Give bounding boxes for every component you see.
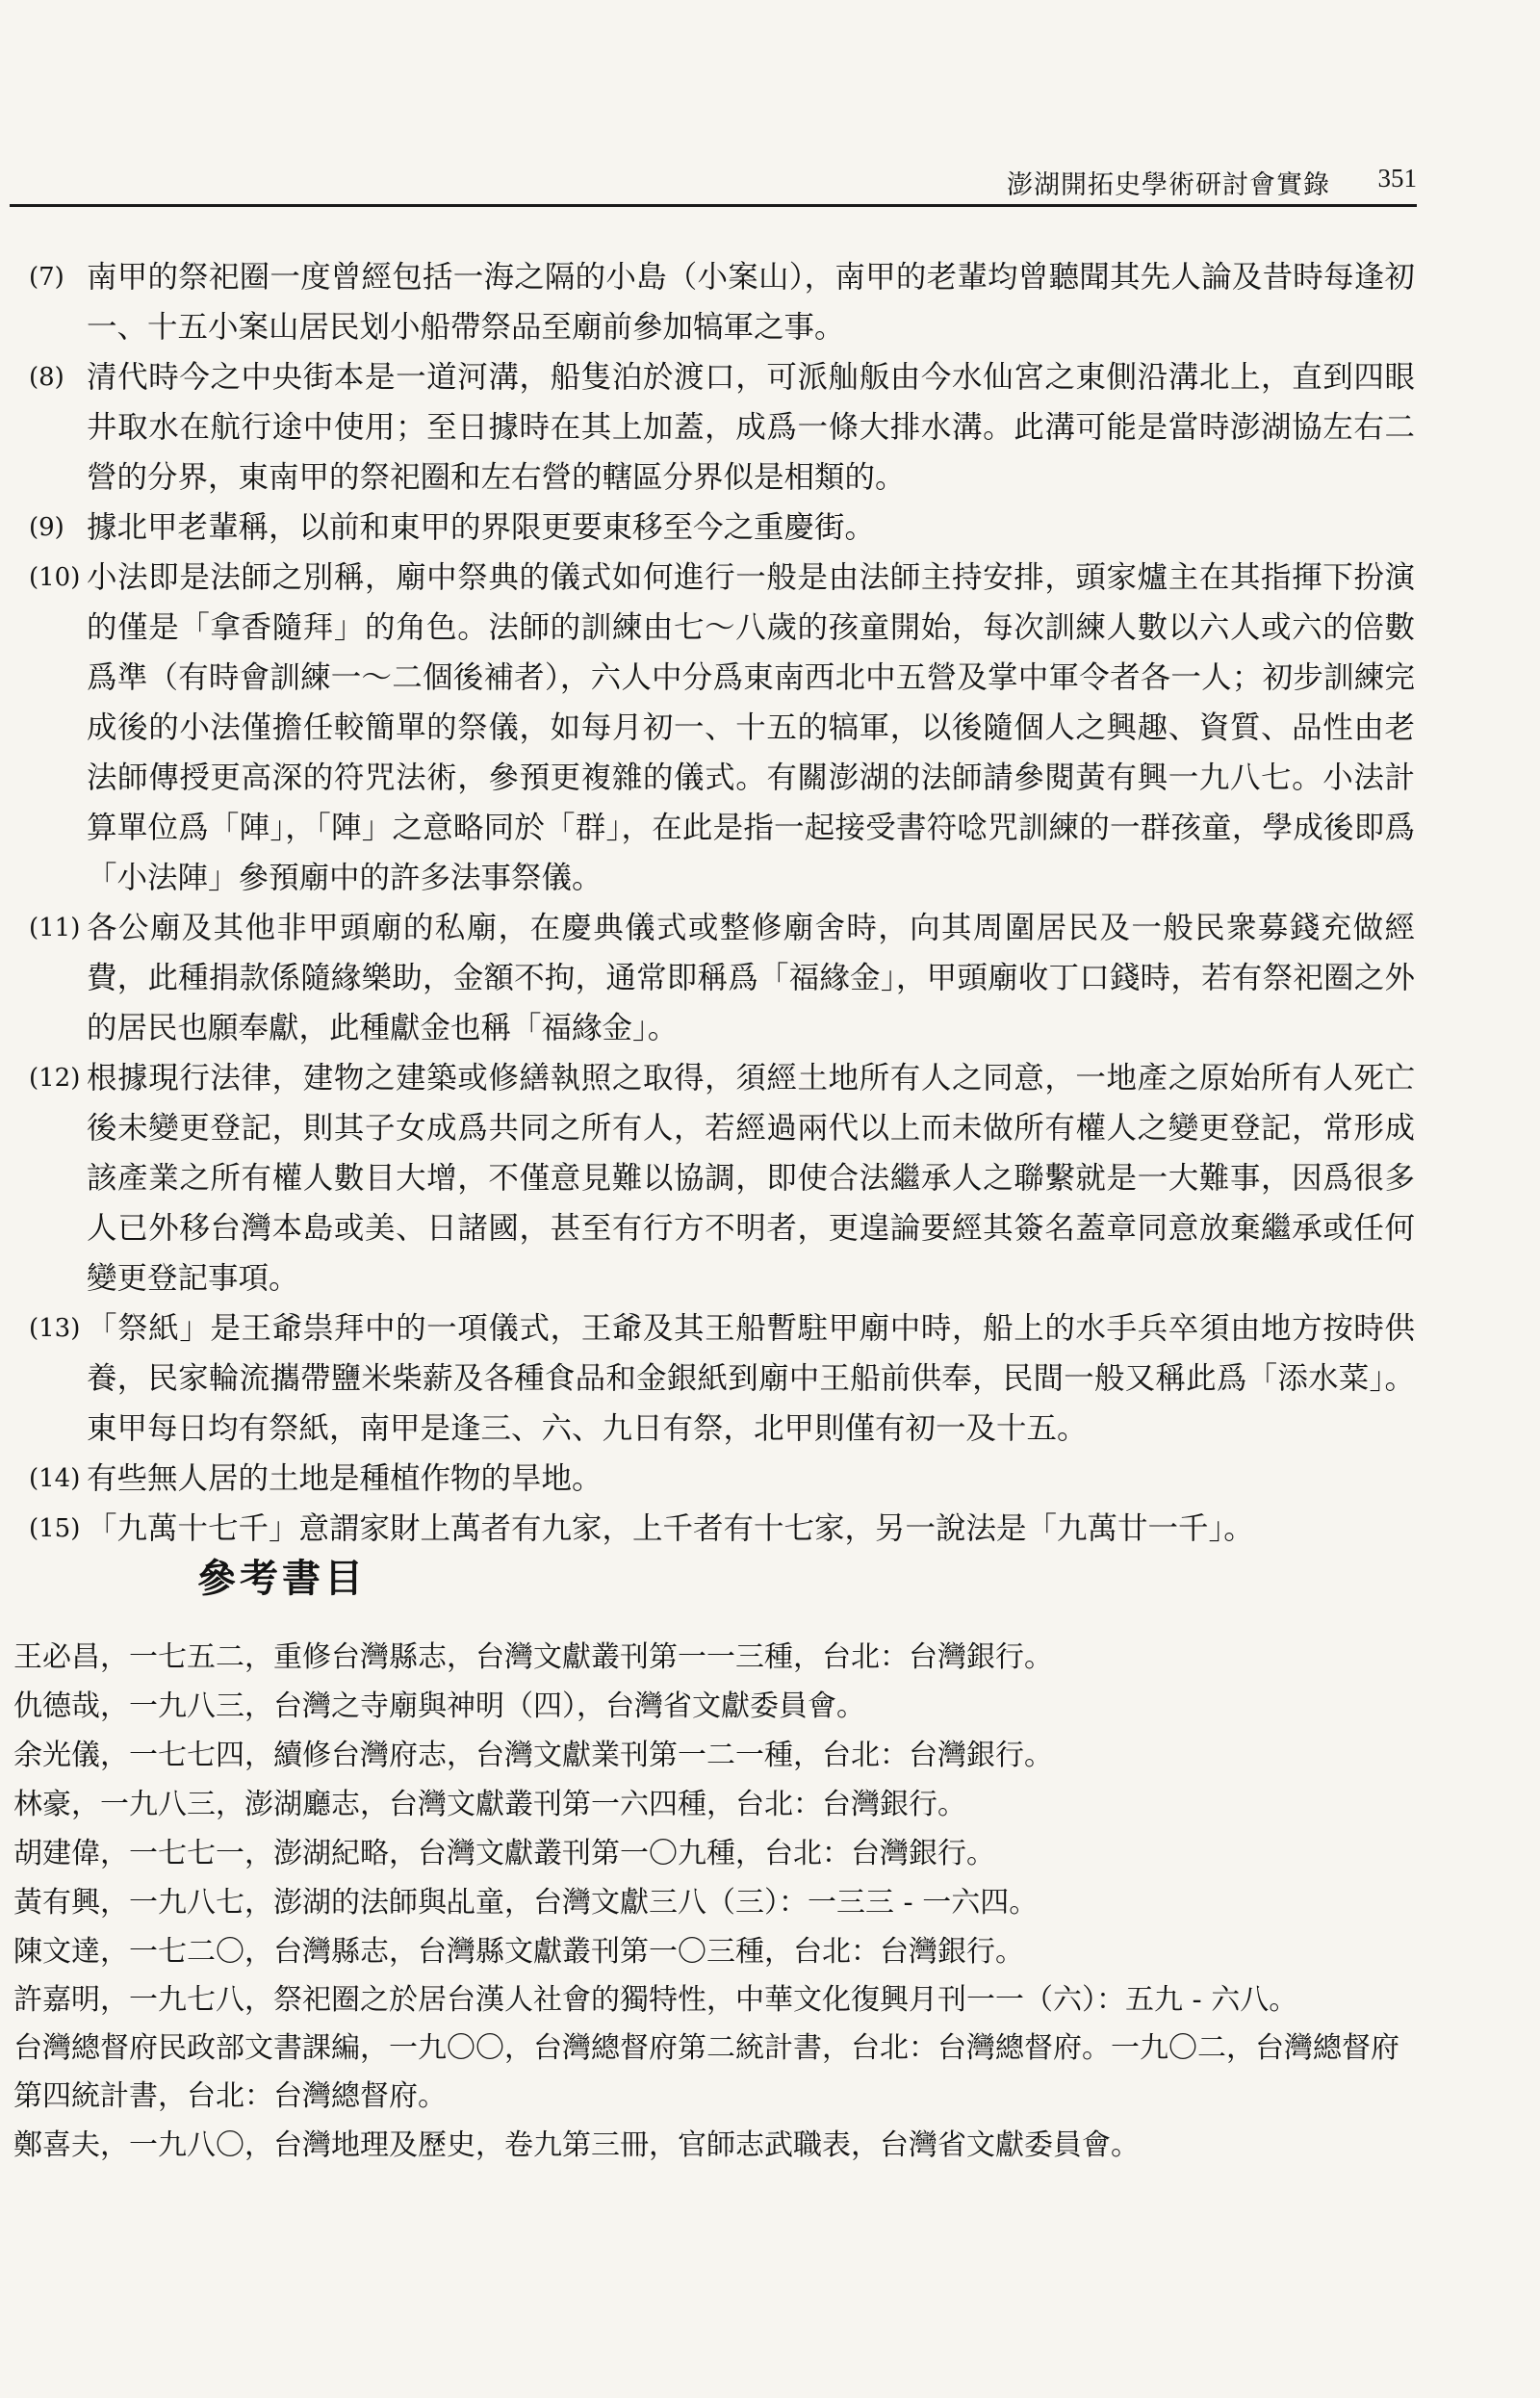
endnote-text: 「九萬十七千」意謂家財上萬者有九家，上千者有十七家，另一說法是「九萬廿一千」。 [87, 1511, 1254, 1546]
endnote-number: (9) [29, 513, 64, 542]
endnote-text: 小法即是法師之別稱，廟中祭典的儀式如何進行一般是由法師主持安排，頭家爐主在其指揮下扮演的僅是「拿香隨拜」的角色。法師的訓練由七～八歲的孩童開始，每次訓練人數以六人或六的倍數爲準（有時會訓練一～二個後補者），六人中分爲東南西北中五營及掌中軍令者各一人；初步訓練完成後的小法僅擔任較簡單的祭儀，如每月初一、十五的犒軍，以後隨個人之興趣、資質、品性由老法師傳授更高深的符咒法術，參預更複雜的儀式。有關澎湖的法師請參閱黃有興一九八七。小法計算單位爲「陣」，「陣」之意略同於「群」，在此是指一起接受書符唸咒訓練的一群孩童，學成後即爲「小法陣」參預廟中的許多法事祭儀。 [87, 560, 1415, 895]
endnote-number: (10) [29, 563, 81, 592]
endnote-text: 「祭紙」是王爺祟拜中的一項儀式，王爺及其王船暫駐甲廟中時，船上的水手兵卒須由地方按時供養，民家輪流攜帶鹽米柴薪及各種食品和金銀紙到廟中王船前供奉，民間一般又稱此爲「添水菜」。東甲每日均有祭紙，南甲是逢三、六、九日有祭，北甲則僅有初一及十五。 [87, 1311, 1415, 1446]
reference-entry: 許嘉明，一九七八，祭祀圈之於居台漢人社會的獨特性，中華文化復興月刊一一（六）：五九 - 六八。 [13, 1983, 1298, 2017]
endnote [29, 352, 1415, 503]
reference-entry: 鄭喜夫，一九八〇，台灣地理及歷史，卷九第三冊，官師志武職表，台灣省文獻委員會。 [13, 2128, 1140, 2162]
endnote [29, 1454, 1415, 1504]
running-title: 澎湖開拓史學術研討會實錄 [1007, 170, 1330, 200]
reference-entry: 仇德哉，一九八三，台灣之寺廟與神明（四），台灣省文獻委員會。 [13, 1689, 865, 1723]
endnote-text: 根據現行法律，建物之建築或修繕執照之取得，須經土地所有人之同意，一地產之原始所有人死亡後未變更登記，則其子女成爲共同之所有人，若經過兩代以上而未做所有權人之變更登記，常形成該產業之所有權人數目大增，不僅意見難以協調，即使合法繼承人之聯繫就是一大難事，因爲很多人已外移台灣本島或美、日諸國，甚至有行方不明者，更遑論要經其簽名蓋章同意放棄繼承或任何變更登記事項。 [87, 1061, 1415, 1296]
endnote-number: (8) [29, 363, 64, 392]
endnote-number: (13) [29, 1314, 81, 1343]
endnote-text: 各公廟及其他非甲頭廟的私廟，在慶典儀式或整修廟舍時，向其周圍居民及一般民衆募錢充做經費，此種捐款係隨緣樂助，金額不拘，通常即稱爲「福緣金」，甲頭廟收丁口錢時，若有祭祀圈之外的居民也願奉獻，此種獻金也稱「福緣金」。 [87, 911, 1415, 1045]
running-header [10, 162, 1417, 207]
reference-entry: 陳文達，一七二〇，台灣縣志，台灣縣文獻叢刊第一〇三種，台北：台灣銀行。 [13, 1935, 1024, 1969]
reference-entry: 台灣總督府民政部文書課編，一九〇〇，台灣總督府第二統計書，台北：台灣總督府。一九〇二，台灣總督府第四統計書，台北：台灣總督府。 [13, 2031, 1399, 2113]
page-number: 351 [1377, 164, 1417, 193]
reference-entry: 王必昌，一七五二，重修台灣縣志，台灣文獻叢刊第一一三種，台北：台灣銀行。 [13, 1640, 1053, 1674]
endnote [29, 503, 1415, 553]
endnote-text: 南甲的祭祀圈一度曾經包括一海之隔的小島（小案山），南甲的老輩均曾聽聞其先人論及昔時每逢初一、十五小案山居民划小船帶祭品至廟前參加犒軍之事。 [87, 260, 1415, 345]
endnote-number: (14) [29, 1464, 81, 1493]
reference-entry: 黃有興，一九八七，澎湖的法師與乩童，台灣文獻三八（三）：一三三 - 一六四。 [13, 1886, 1039, 1920]
endnote-number: (11) [29, 914, 81, 942]
references-list [13, 1633, 1415, 2170]
endnote-number: (12) [29, 1064, 81, 1093]
endnote-text: 據北甲老輩稱，以前和東甲的界限更要東移至今之重慶街。 [87, 510, 876, 545]
endnote [29, 553, 1415, 903]
reference-entry: 余光儀，一七七四，續修台灣府志，台灣文獻業刊第一二一種，台北：台灣銀行。 [13, 1739, 1053, 1772]
endnotes [29, 252, 1415, 1554]
endnote [29, 1504, 1415, 1554]
endnote [29, 252, 1415, 352]
endnote-text: 清代時今之中央街本是一道河溝，船隻泊於渡口，可派舢舨由今水仙宮之東側沿溝北上，直到四眼井取水在航行途中使用；至日據時在其上加蓋，成爲一條大排水溝。此溝可能是當時澎湖協左右二營的分界，東南甲的祭祀圈和左右營的轄區分界似是相類的。 [87, 360, 1415, 495]
endnote-text: 有些無人居的土地是種植作物的旱地。 [87, 1461, 603, 1496]
endnote [29, 1053, 1415, 1303]
endnote-number: (7) [29, 263, 64, 292]
endnote-number: (15) [29, 1514, 81, 1543]
reference-entry: 林豪，一九八三，澎湖廳志，台灣文獻叢刊第一六四種，台北：台灣銀行。 [13, 1788, 966, 1821]
endnote [29, 1303, 1415, 1454]
references-heading: 參考書目 [197, 1557, 367, 1601]
endnote [29, 903, 1415, 1053]
reference-entry: 胡建偉，一七七一，澎湖紀略，台灣文獻叢刊第一〇九種，台北：台灣銀行。 [13, 1837, 995, 1870]
